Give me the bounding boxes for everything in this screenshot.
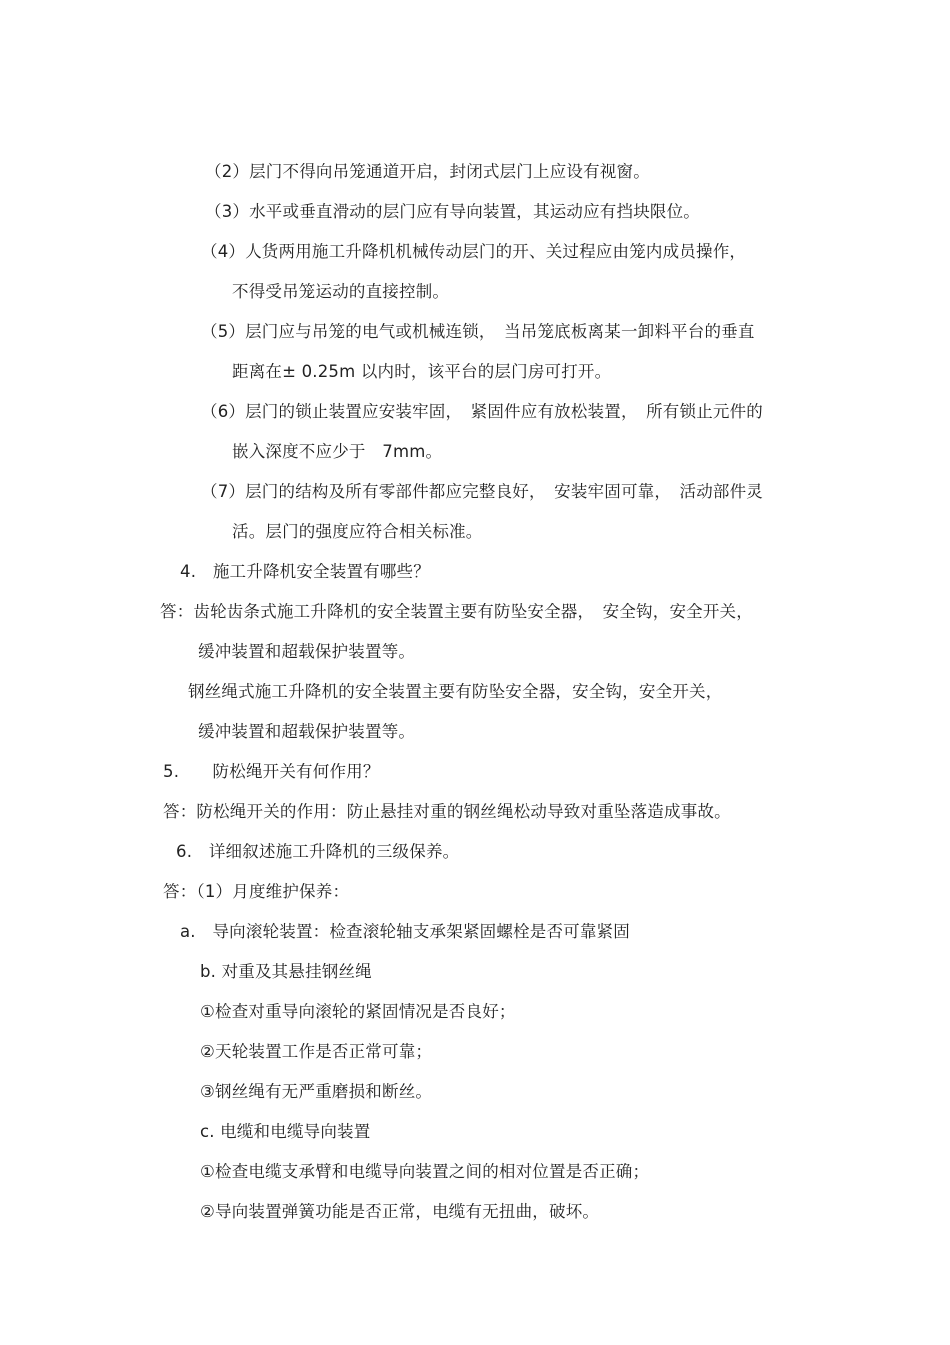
list-item: a. 导向滚轮装置：检查滚轮轴支承架紧固螺栓是否可靠紧固 [180,922,630,941]
paragraph-line: 距离在± 0.25m 以内时，该平台的层门房可打开。 [232,362,612,381]
list-item: ②天轮装置工作是否正常可靠； [200,1042,433,1061]
answer-line: 答：齿轮齿条式施工升降机的安全装置主要有防坠安全器， 安全钩，安全开关， [160,602,753,621]
list-item: ①检查电缆支承臂和电缆导向装置之间的相对位置是否正确； [200,1162,650,1181]
question-heading: 4. 施工升降机安全装置有哪些？ [180,562,430,581]
paragraph-line: 不得受吊笼运动的直接控制。 [232,282,450,301]
paragraph-line: 活。层门的强度应符合相关标准。 [232,522,483,541]
paragraph-line: （6）层门的锁止装置应安装牢固， 紧固件应有放松装置， 所有锁止元件的 [201,402,763,421]
list-item: b. 对重及其悬挂钢丝绳 [200,962,372,981]
answer-line: 钢丝绳式施工升降机的安全装置主要有防坠安全器，安全钩，安全开关， [188,682,723,701]
answer-line: 缓冲装置和超载保护装置等。 [198,642,416,661]
answer-line: 缓冲装置和超载保护装置等。 [198,722,416,741]
question-heading: 5. 防松绳开关有何作用？ [163,762,380,781]
question-heading: 6. 详细叙述施工升降机的三级保养。 [176,842,460,861]
list-item: ①检查对重导向滚轮的紧固情况是否良好； [200,1002,516,1021]
paragraph-line: （4）人货两用施工升降机机械传动层门的开、关过程应由笼内成员操作， [201,242,747,261]
answer-line: 答：（1）月度维护保养： [163,882,350,901]
paragraph-line: （5）层门应与吊笼的电气或机械连锁， 当吊笼底板离某一卸料平台的垂直 [201,322,755,341]
list-item: c. 电缆和电缆导向装置 [200,1122,371,1141]
paragraph-line: （2）层门不得向吊笼通道开启，封闭式层门上应设有视窗。 [205,162,650,181]
paragraph-line: （3）水平或垂直滑动的层门应有导向装置，其运动应有挡块限位。 [205,202,700,221]
paragraph-line: 嵌入深度不应少于 7mm。 [232,442,443,461]
list-item: ③钢丝绳有无严重磨损和断丝。 [200,1082,433,1101]
paragraph-line: （7）层门的结构及所有零部件都应完整良好， 安装牢固可靠， 活动部件灵 [201,482,763,501]
answer-line: 答：防松绳开关的作用：防止悬挂对重的钢丝绳松动导致对重坠落造成事故。 [163,802,731,821]
list-item: ②导向装置弹簧功能是否正常，电缆有无扭曲，破坏。 [200,1202,600,1221]
